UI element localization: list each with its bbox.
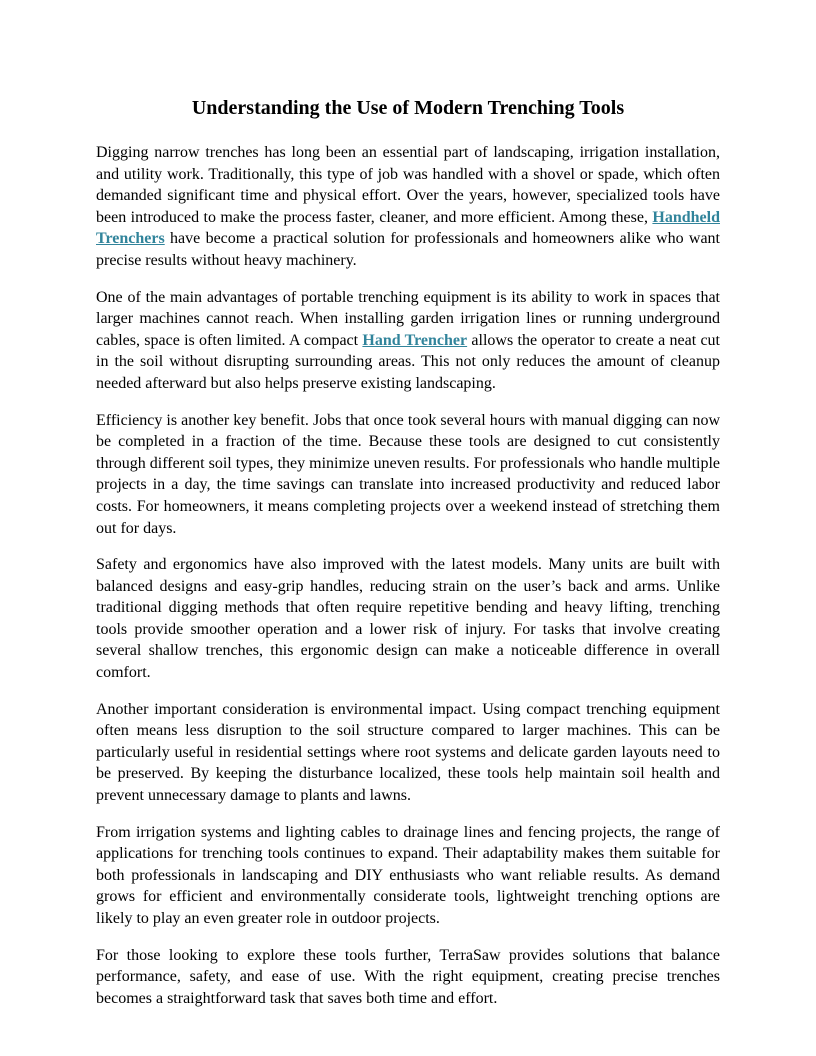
text-run: Digging narrow trenches has long been an essential part of landscaping, irrigation installation, and utility work. Traditionally, this type of job was handled with a shovel or spade, which often demanded significant time and physical effort. Over the years, however, specialized tools have been introduced to make the process faster, cleaner, and more efficient. Among these, bbox=[96, 144, 720, 226]
paragraph bbox=[96, 822, 720, 930]
paragraph bbox=[96, 287, 720, 395]
text-run: One of the main advantages of portable trenching equipment is its ability to work in spaces that larger machines cannot reach. When installing garden irrigation lines or running underground cables, space is often limited. A compact bbox=[96, 288, 720, 349]
paragraph bbox=[96, 945, 720, 1010]
text-run: have become a practical solution for professionals and homeowners alike who want precise results without heavy machinery. bbox=[96, 230, 720, 269]
paragraph bbox=[96, 699, 720, 807]
text-run: allows the operator to create a neat cut in the soil without disrupting surrounding areas. This not only reduces the amount of cleanup needed afterward but also helps preserve existing landscaping. bbox=[96, 331, 720, 392]
paragraph bbox=[96, 142, 720, 272]
inline-link[interactable]: Handheld Trenchers bbox=[96, 208, 720, 248]
inline-link[interactable]: Hand Trencher bbox=[362, 331, 468, 349]
text-run: Another important consideration is environmental impact. Using compact trenching equipment often means less disruption to the soil structure compared to larger machines. This can be particularly useful in residential settings where root systems and delicate garden layouts need to be preserved. By keeping the disturbance localized, these tools help maintain soil health and prevent unnecessary damage to plants and lawns. bbox=[96, 700, 720, 805]
text-run: From irrigation systems and lighting cables to drainage lines and fencing projects, the range of applications for trenching tools continues to expand. Their adaptability makes them suitable for both professionals in landscaping and DIY enthusiasts who want reliable results. As demand grows for efficient and environmentally considerate tools, lightweight trenching options are likely to play an even greater role in outdoor projects. bbox=[96, 823, 720, 927]
paragraph bbox=[96, 410, 720, 540]
document-title: Understanding the Use of Modern Trenching Tools bbox=[191, 97, 625, 119]
text-run: Efficiency is another key benefit. Jobs that once took several hours with manual digging can now be completed in a fraction of the time. Because these tools are designed to cut consistently through different soil types, they minimize uneven results. For professionals who handle multiple projects in a day, the time savings can translate into increased productivity and reduced labor costs. For homeowners, it means completing projects over a weekend instead of stretching them out for days. bbox=[96, 411, 720, 537]
document-body bbox=[96, 142, 720, 1009]
text-run: Safety and ergonomics have also improved with the latest models. Many units are built with balanced designs and easy-grip handles, reducing strain on the user’s back and arms. Unlike traditional digging methods that often require repetitive bending and heavy lifting, trenching tools provide smoother operation and a lower risk of injury. For tasks that involve creating several shallow trenches, this ergonomic design can make a noticeable difference in overall comfort. bbox=[96, 556, 720, 682]
paragraph bbox=[96, 554, 720, 684]
text-run: For those looking to explore these tools further, TerraSaw provides solutions that balance performance, safety, and ease of use. With the right equipment, creating precise trenches becomes a straightforward task that saves both time and effort. bbox=[96, 946, 720, 1007]
